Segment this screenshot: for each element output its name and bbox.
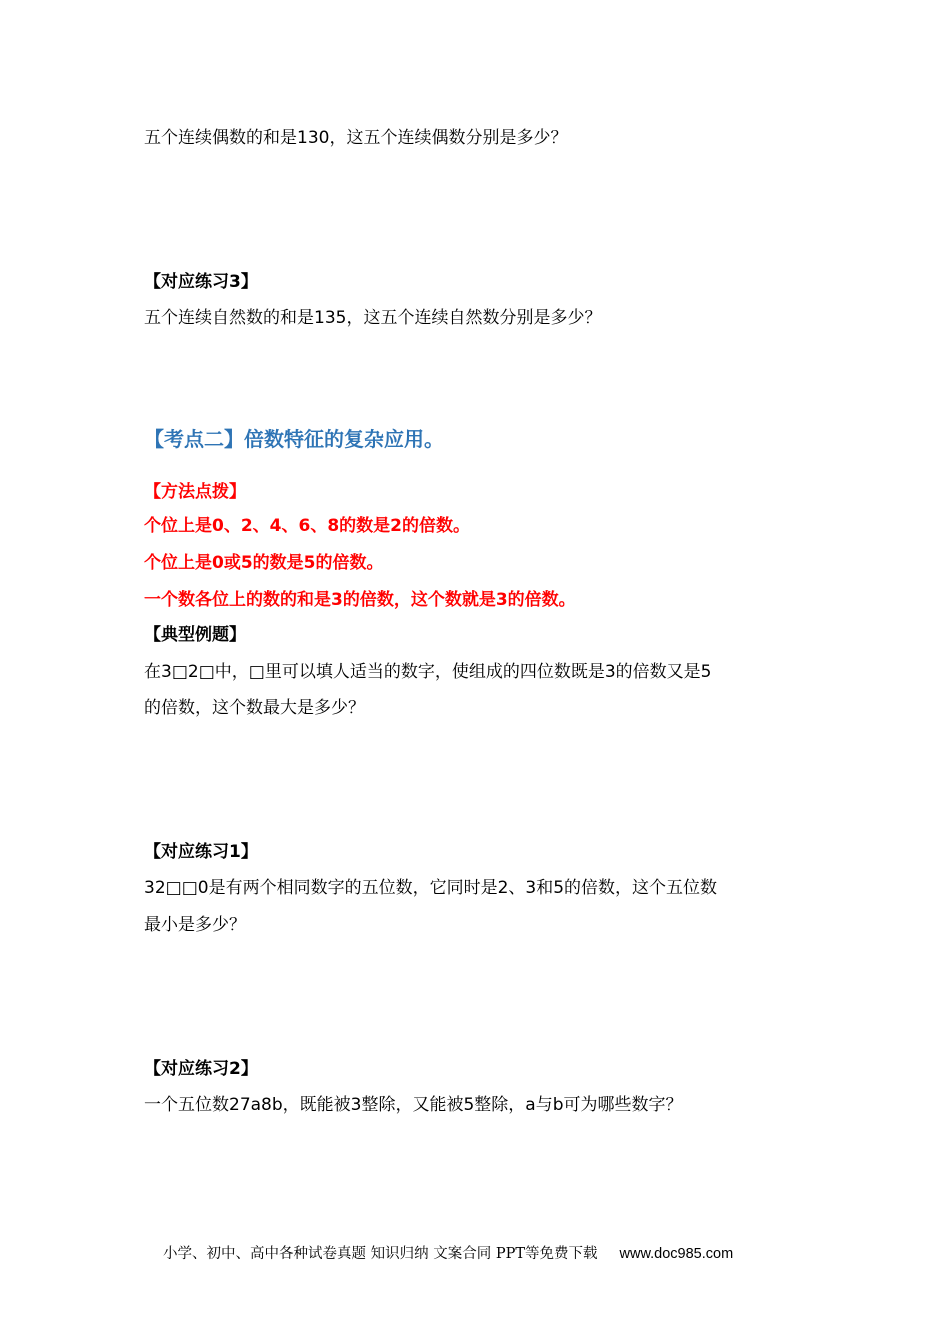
practice-1-line-2: 最小是多少？	[144, 915, 246, 935]
footer-text: 小学、初中、高中各种试卷真题 知识归纳 文案合同 PPT等免费下载	[163, 1246, 598, 1262]
example-heading: 【典型例题】	[144, 625, 246, 645]
method-heading: 【方法点拨】	[144, 482, 246, 502]
example-line-1: 在3□2□中，□里可以填人适当的数字，使组成的四位数既是3的倍数又是5	[144, 662, 712, 682]
method-line-3: 一个数各位上的数的和是3的倍数，这个数就是3的倍数。	[144, 590, 576, 610]
practice-3-heading: 【对应练习3】	[144, 272, 258, 292]
practice-1-heading: 【对应练习1】	[144, 842, 258, 862]
practice-2-text: 一个五位数27a8b，既能被3整除，又能被5整除，a与b可为哪些数字？	[144, 1095, 683, 1115]
page-footer	[163, 1243, 733, 1265]
problem-text: 五个连续偶数的和是130，这五个连续偶数分别是多少？	[144, 128, 568, 148]
method-line-2: 个位上是0或5的数是5的倍数。	[144, 553, 384, 573]
practice-3-text: 五个连续自然数的和是135，这五个连续自然数分别是多少？	[144, 308, 602, 328]
method-line-1: 个位上是0、2、4、6、8的数是2的倍数。	[144, 516, 470, 536]
practice-1-line-1: 32□□0是有两个相同数字的五位数，它同时是2、3和5的倍数，这个五位数	[144, 878, 718, 898]
footer-url: www.doc985.com	[619, 1246, 734, 1262]
section-title: 【考点二】倍数特征的复杂应用。	[144, 427, 444, 451]
practice-2-heading: 【对应练习2】	[144, 1059, 258, 1079]
example-line-2: 的倍数，这个数最大是多少？	[144, 698, 365, 718]
